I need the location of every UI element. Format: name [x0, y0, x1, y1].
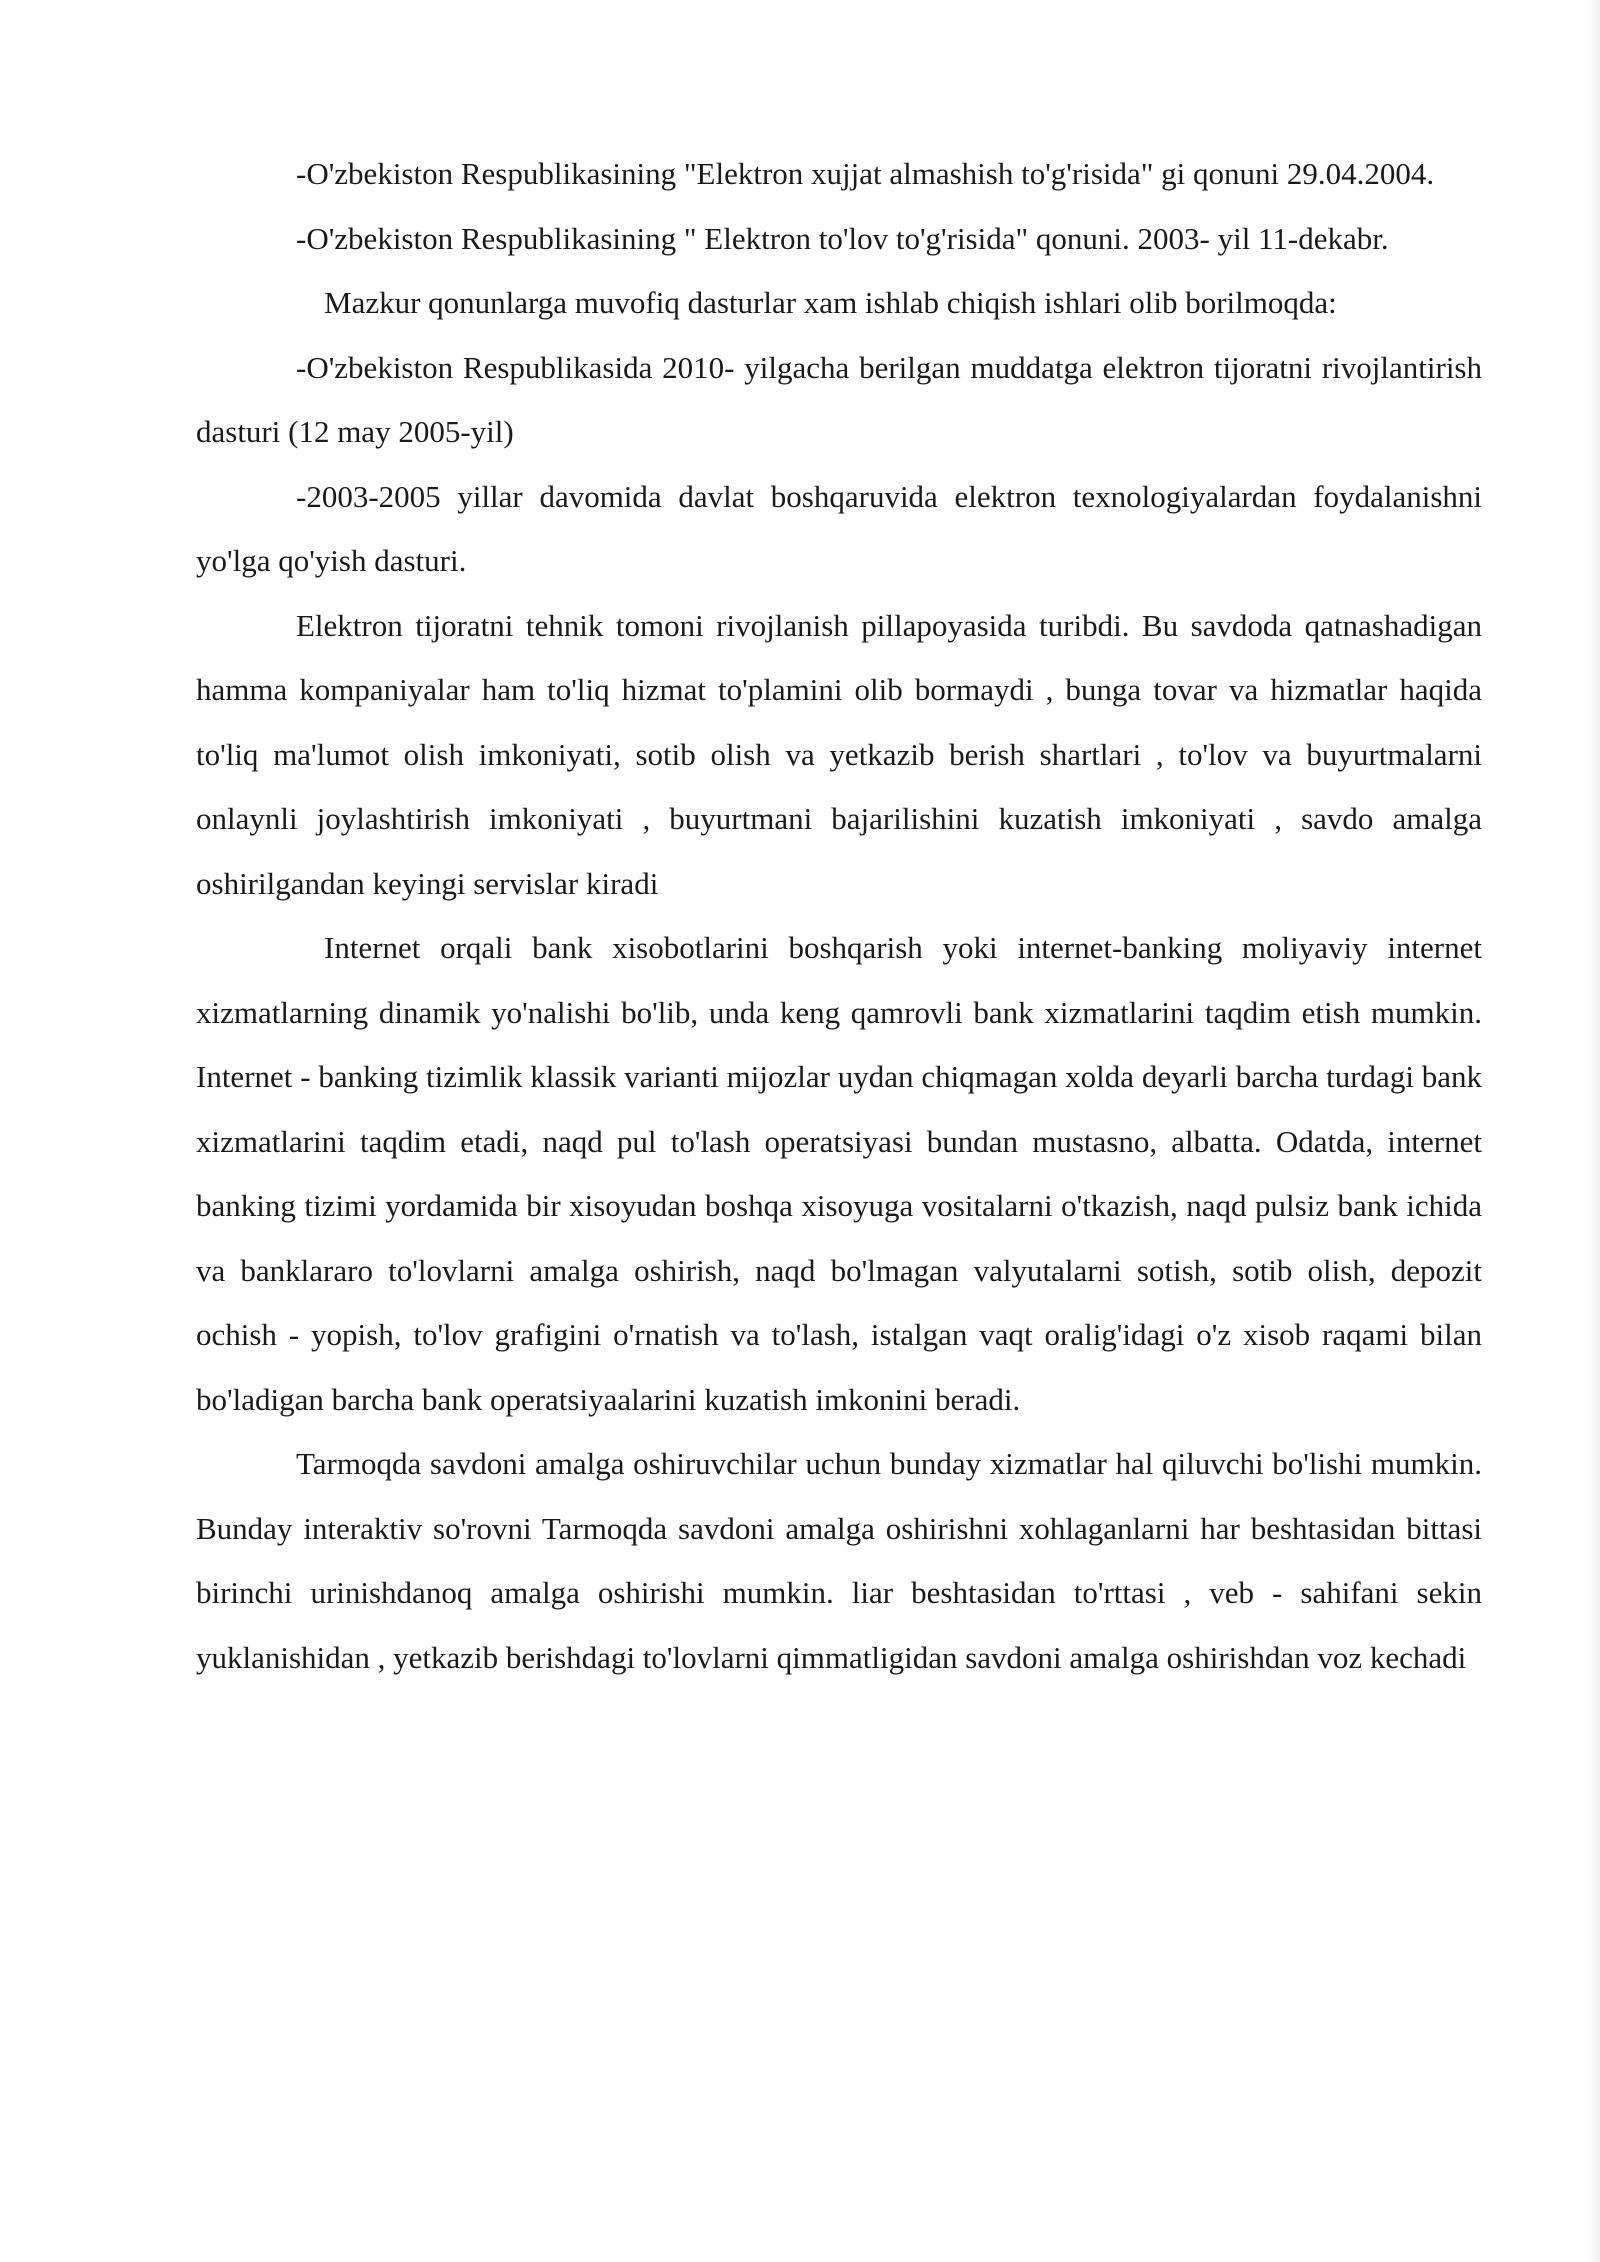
- paragraph-law-electronic-payments: -O'zbekiston Respublikasining " Elektron to'lov to'g'risida" qonuni. 2003- yil 11-dekabr.: [296, 220, 1389, 256]
- paragraph-law-electronic-documents: -O'zbekiston Respublikasining "Elektron xujjat almashish to'g'risida" gi qonuni 29.04.2004.: [296, 156, 1435, 191]
- paragraph-online-trading: Tarmoqda savdoni amalga oshiruvchilar uchun bunday xizmatlar hal qiluvchi bo'lishi mumkin. Bunday interaktiv so'rovni Tarmoqda savdoni amalga oshirishni xohlaganlarni har beshtasidan bittasi birinchi urinishdanoq amalga oshirishi mumkin. liar beshtasidan to'rttasi , veb - sahifani sekin yuklanishidan , yetkazib berishdagi to'lovlarni qimmatligidan savdoni amalga oshirishdan voz kechadi: [196, 1446, 1482, 1675]
- paragraph-internet-banking: Internet orqali bank xisobotlarini boshqarish yoki internet-banking moliyaviy internet xizmatlarning dinamik yo'nalishi bo'lib, unda keng qamrovli bank xizmatlarini taqdim etish mumkin. Internet - banking tizimlik klassik varianti mijozlar uydan chiqmagan xolda deyarli barcha turdagi bank xizmatlarini taqdim etadi, naqd pul to'lash operatsiyasi bundan mustasno, albatta. Odatda, internet banking tizimi yordamida bir xisoyudan boshqa xisoyuga vositalarni o'tkazish, naqd pulsiz bank ichida va banklararo to'lovlarni amalga oshirish, naqd bo'lmagan valyutalarni sotish, sotib olish, depozit ochish - yopish, to'lov grafigini o'rnatish va to'lash, istalgan vaqt oralig'idagi o'z xisob raqami bilan bo'ladigan barcha bank operatsiyaalarini kuzatish imkonini beradi.: [196, 930, 1482, 1417]
- document-body: [196, 142, 1482, 1690]
- paragraph-ecommerce-program: -O'zbekiston Respublikasida 2010- yilgacha berilgan muddatga elektron tijoratni rivojlantirish dasturi (12 may 2005-yil): [196, 349, 1482, 449]
- paragraph-egovernment-program: -2003-2005 yillar davomida davlat boshqaruvida elektron texnologiyalardan foydalanishni yo'lga qo'yish dasturi.: [196, 478, 1482, 578]
- page-edge-shadow: [1586, 0, 1600, 2262]
- paragraph-programs-intro: Mazkur qonunlarga muvofiq dasturlar xam ishlab chiqish ishlari olib borilmoqda:: [324, 285, 1337, 320]
- paragraph-ecommerce-technical: Elektron tijoratni tehnik tomoni rivojlanish pillapoyasida turibdi. Bu savdoda qatnashadigan hamma kompaniyalar ham to'liq hizmat to'plamini olib bormaydi , bunga tovar va hizmatlar haqida to'liq ma'lumot olish imkoniyati, sotib olish va yetkazib berish shartlari , to'lov va buyurtmalarni onlaynli joylashtirish imkoniyati , buyurtmani bajarilishini kuzatish imkoniyati , savdo amalga oshirilgandan keyingi servislar kiradi: [196, 607, 1482, 901]
